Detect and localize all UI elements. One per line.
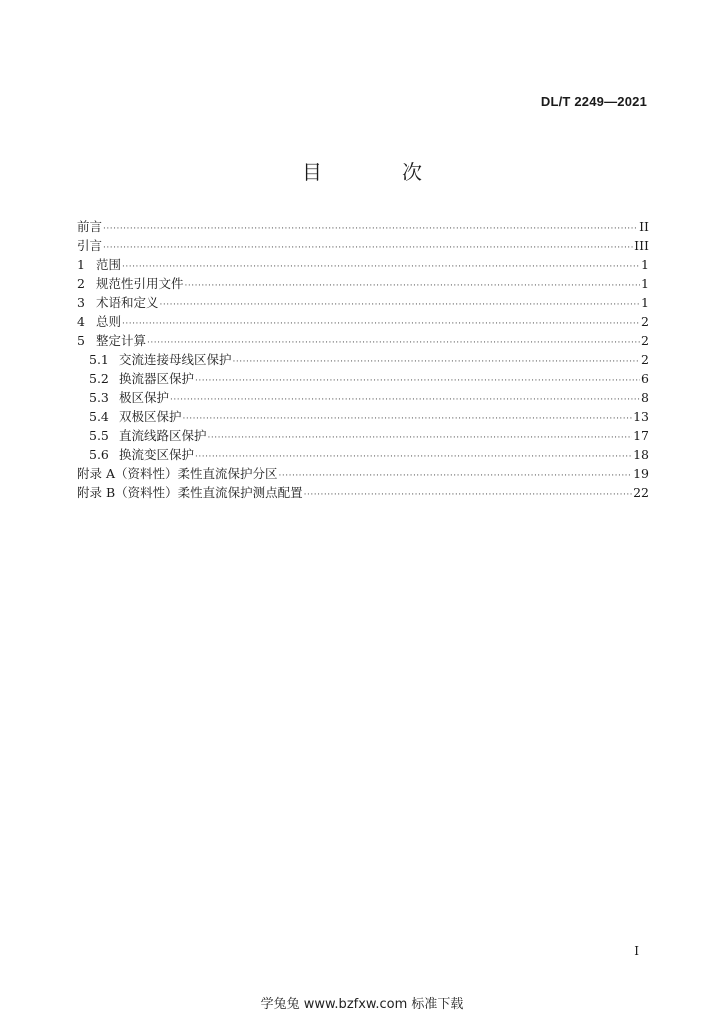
- toc-entry-label: 范围: [96, 257, 122, 272]
- dot-leader: [279, 467, 633, 486]
- toc-entry-number: 5: [77, 333, 85, 348]
- toc-entry-number: 5.4: [89, 409, 109, 424]
- dot-leader: [103, 220, 638, 239]
- toc-entry-label: 术语和定义: [96, 295, 159, 310]
- toc-entry-label: 直流线路区保护: [119, 428, 207, 443]
- toc-entry-page: III: [634, 238, 649, 253]
- toc-entry-page: 1: [641, 295, 649, 310]
- toc-entry-page: 1: [641, 257, 649, 272]
- toc-entry-page: 2: [641, 314, 649, 329]
- toc-entry[interactable]: [77, 426, 649, 445]
- toc-entry-number: 5.5: [89, 428, 109, 443]
- toc-entry[interactable]: [77, 255, 649, 274]
- toc-entry[interactable]: [77, 369, 649, 388]
- toc-entry[interactable]: [77, 388, 649, 407]
- toc-entry[interactable]: [77, 274, 649, 293]
- toc-entry-number: 5.6: [89, 447, 109, 462]
- toc-entry-label: 极区保护: [119, 390, 170, 405]
- toc-entry-page: 17: [633, 428, 649, 443]
- toc-entry-label: 换流变区保护: [119, 447, 195, 462]
- dot-leader: [185, 277, 641, 296]
- toc-entry-page: 2: [641, 352, 649, 367]
- toc-entry[interactable]: [77, 445, 649, 464]
- toc-entry[interactable]: [77, 464, 649, 483]
- toc-entry[interactable]: [77, 350, 649, 369]
- toc-entry[interactable]: [77, 312, 649, 331]
- toc-entry[interactable]: [77, 293, 649, 312]
- toc-entry-number: 2: [77, 276, 85, 291]
- dot-leader: [304, 486, 632, 505]
- toc-entry-label: 前言: [77, 219, 103, 234]
- toc-entry-number: 5.2: [89, 371, 109, 386]
- toc-entry-number: 3: [77, 295, 85, 310]
- toc-entry-page: 6: [641, 371, 649, 386]
- toc-entry-page: 18: [633, 447, 649, 462]
- dot-leader: [103, 239, 633, 258]
- toc-entry-label: 交流连接母线区保护: [119, 352, 232, 367]
- dot-leader: [183, 410, 633, 429]
- dot-leader: [122, 258, 640, 277]
- toc-entry[interactable]: [77, 217, 649, 236]
- dot-leader: [160, 296, 641, 315]
- toc-entry[interactable]: [77, 483, 649, 502]
- toc-entry-number: 5.3: [89, 390, 109, 405]
- toc-entry-label: 整定计算: [96, 333, 147, 348]
- toc-entry-label: 附录 B（资料性）柔性直流保护测点配置: [77, 485, 303, 500]
- standard-code: DL/T 2249—2021: [540, 94, 647, 109]
- toc-entry-label: 引言: [77, 238, 103, 253]
- toc-entry-page: 1: [641, 276, 649, 291]
- dot-leader: [233, 353, 641, 372]
- toc-entry-label: 总则: [96, 314, 122, 329]
- toc-entry-number: 4: [77, 314, 85, 329]
- toc-entry[interactable]: [77, 236, 649, 255]
- footer-watermark: 学兔兔 www.bzfxw.com 标准下载: [260, 997, 464, 1012]
- toc-entry[interactable]: [77, 407, 649, 426]
- page-title: 目 次: [302, 160, 452, 184]
- table-of-contents: [77, 217, 649, 502]
- toc-entry-page: 2: [641, 333, 649, 348]
- toc-entry-label: 换流器区保护: [119, 371, 195, 386]
- toc-entry-label: 双极区保护: [119, 409, 182, 424]
- dot-leader: [195, 372, 640, 391]
- dot-leader: [122, 315, 640, 334]
- toc-entry-number: 1: [77, 257, 85, 272]
- page-number: I: [634, 944, 639, 958]
- toc-entry-page: 22: [633, 485, 649, 500]
- dot-leader: [208, 429, 633, 448]
- dot-leader: [170, 391, 640, 410]
- toc-entry-page: II: [639, 219, 649, 234]
- toc-entry-label: 规范性引用文件: [96, 276, 184, 291]
- toc-entry[interactable]: [77, 331, 649, 350]
- toc-entry-number: 5.1: [89, 352, 109, 367]
- toc-entry-page: 8: [641, 390, 649, 405]
- toc-entry-page: 19: [633, 466, 649, 481]
- toc-entry-label: 附录 A（资料性）柔性直流保护分区: [77, 466, 278, 481]
- toc-entry-page: 13: [633, 409, 649, 424]
